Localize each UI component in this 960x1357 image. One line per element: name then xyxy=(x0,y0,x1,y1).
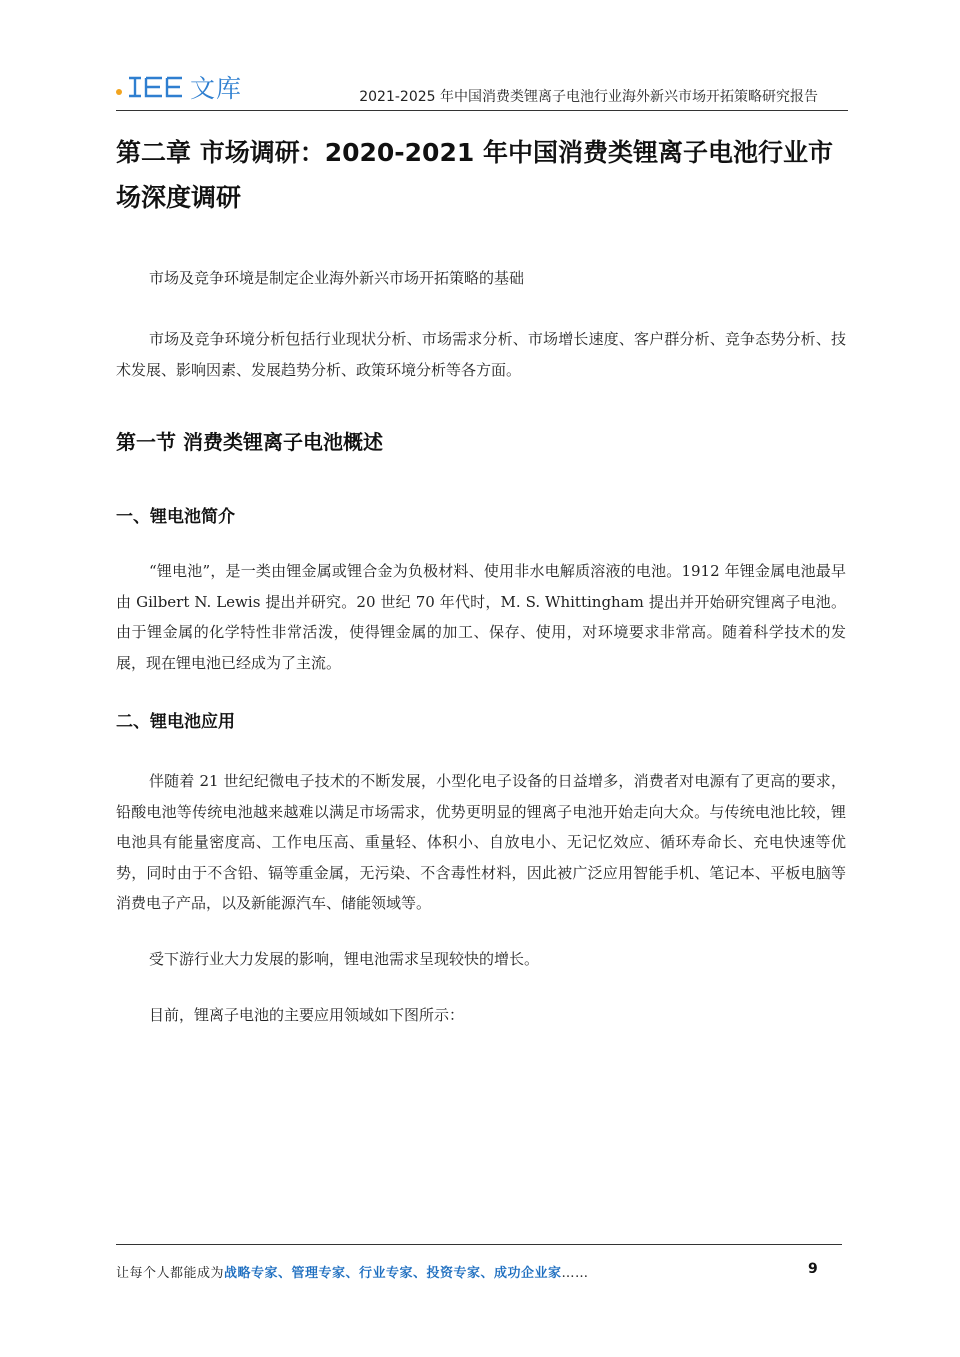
lithium-intro-paragraph: “锂电池”，是一类由锂金属或锂合金为负极材料、使用非水电解质溶液的电池。1912 年锂金属电池最早由 Gilbert N. Lewis 提出并研究。20 世纪 70 年代时，M. S. Whittingham 提出并开始研究锂离子电池。由于锂金属的化学特性非常活泼，使得锂金属的加工、保存、使用，对环境要求非常高。随着科学技术的发展，现在锂电池已经成为了主流。 xyxy=(116,562,846,672)
section-title: 第一节 消费类锂离子电池概述 xyxy=(116,430,383,454)
page-header xyxy=(116,62,848,111)
application-paragraph-1: 伴随着 21 世纪纪微电子技术的不断发展，小型化电子设备的日益增多，消费者对电源有了更高的要求，铅酸电池等传统电池越来越难以满足市场需求，优势更明显的锂离子电池开始走向大众。与传统电池比较，锂电池具有能量密度高、工作电压高、重量轻、体积小、自放电小、无记忆效应、循环寿命长、充电快速等优势，同时由于不含铅、镉等重金属，无污染、不含毒性材料，因此被广泛应用智能手机、笔记本、平板电脑等消费电子产品，以及新能源汽车、储能领域等。 xyxy=(116,772,846,912)
logo-dot xyxy=(116,89,122,95)
footer-suffix: …… xyxy=(561,1266,589,1281)
footer-highlight: 战略专家、管理专家、行业专家、投资专家、成功企业家 xyxy=(224,1266,562,1281)
intro-paragraph-1: 市场及竞争环境是制定企业海外新兴市场开拓策略的基础 xyxy=(149,269,525,287)
footer-divider xyxy=(116,1244,842,1245)
subsection-title-intro: 一、锂电池简介 xyxy=(116,507,235,527)
footer-slogan xyxy=(116,1262,589,1281)
application-paragraph-3: 目前，锂离子电池的主要应用领域如下图所示： xyxy=(149,1006,465,1024)
logo-mark-icon xyxy=(126,75,184,99)
chapter-title: 第二章 市场调研：2020-2021 年中国消费类锂离子电池行业市场深度调研 xyxy=(116,138,833,212)
logo-text: 文库 xyxy=(190,74,243,103)
subsection-title-application: 二、锂电池应用 xyxy=(116,712,235,732)
page-number: 9 xyxy=(808,1261,818,1277)
logo xyxy=(116,70,242,104)
intro-paragraph-2: 市场及竞争环境分析包括行业现状分析、市场需求分析、市场增长速度、客户群分析、竞争态势分析、技术发展、影响因素、发展趋势分析、政策环境分析等各方面。 xyxy=(116,330,846,379)
footer-prefix: 让每个人都能成为 xyxy=(116,1266,225,1281)
application-paragraph-2: 受下游行业大力发展的影响，锂电池需求呈现较快的增长。 xyxy=(149,950,540,968)
report-title: 2021-2025 年中国消费类锂离子电池行业海外新兴市场开拓策略研究报告 xyxy=(359,89,818,105)
